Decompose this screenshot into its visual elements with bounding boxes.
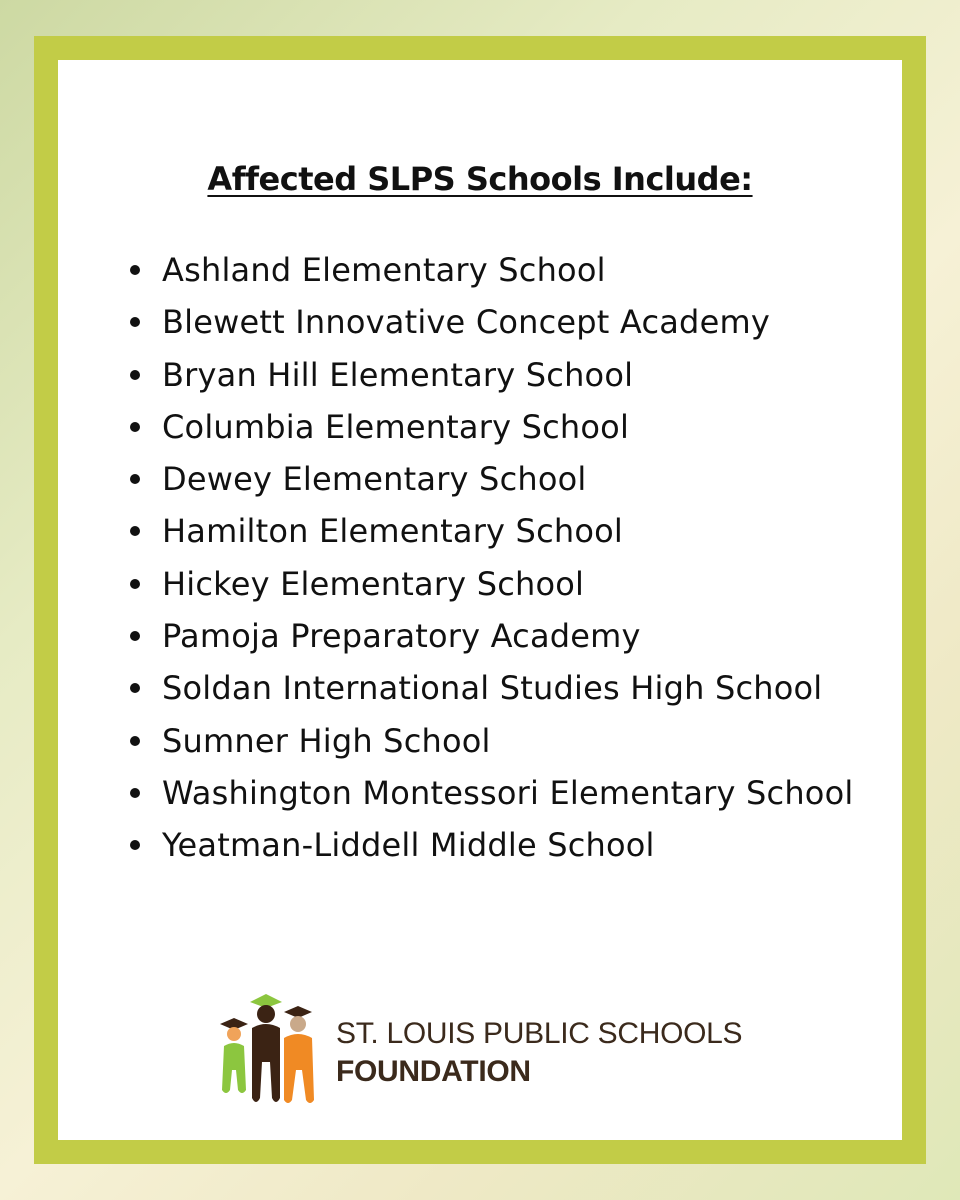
bullet-icon — [130, 840, 140, 850]
bullet-icon — [130, 265, 140, 275]
content-panel — [58, 60, 902, 1140]
list-item — [138, 349, 878, 401]
bullet-icon — [130, 370, 140, 380]
school-name: Blewett Innovative Concept Academy — [162, 303, 770, 342]
school-list — [138, 244, 878, 872]
middle-body — [252, 1024, 280, 1102]
bullet-icon — [130, 736, 140, 746]
list-item — [138, 819, 878, 871]
list-item — [138, 558, 878, 610]
bullet-icon — [130, 683, 140, 693]
school-name: Soldan International Studies High School — [162, 669, 823, 708]
graduates-figures-icon — [218, 990, 328, 1110]
bullet-icon — [130, 526, 140, 536]
school-name: Dewey Elementary School — [162, 460, 587, 499]
school-name: Pamoja Preparatory Academy — [162, 617, 641, 656]
left-body — [222, 1043, 246, 1093]
list-item — [138, 662, 878, 714]
list-item — [138, 244, 878, 296]
bullet-icon — [130, 317, 140, 327]
left-head — [227, 1027, 241, 1041]
list-item — [138, 401, 878, 453]
foundation-name — [336, 1015, 742, 1091]
school-name: Hamilton Elementary School — [162, 512, 623, 551]
school-name: Ashland Elementary School — [162, 251, 606, 289]
right-head — [290, 1016, 306, 1032]
school-name: Yeatman-Liddell Middle School — [162, 826, 655, 865]
bullet-icon — [130, 579, 140, 589]
bullet-icon — [130, 631, 140, 641]
list-item — [138, 296, 878, 348]
list-item — [138, 453, 878, 505]
card-frame — [34, 36, 926, 1164]
list-item — [138, 767, 878, 819]
bullet-icon — [130, 474, 140, 484]
school-name: Columbia Elementary School — [162, 407, 630, 446]
list-item — [138, 715, 878, 767]
right-body — [284, 1034, 314, 1103]
list-item — [138, 610, 878, 662]
page-title: Affected SLPS Schools Include: — [207, 160, 753, 198]
bullet-icon — [130, 422, 140, 432]
school-name: Bryan Hill Elementary School — [162, 355, 634, 394]
school-name: Sumner High School — [162, 721, 491, 760]
school-name: Washington Montessori Elementary School — [162, 773, 854, 812]
bullet-icon — [130, 788, 140, 798]
foundation-name-line1: ST. LOUIS PUBLIC SCHOOLS — [336, 1017, 743, 1050]
foundation-logo — [218, 990, 778, 1110]
school-name: Hickey Elementary School — [162, 564, 585, 603]
middle-head — [257, 1005, 275, 1023]
foundation-name-line2: FOUNDATION — [336, 1055, 531, 1088]
list-item — [138, 505, 878, 557]
